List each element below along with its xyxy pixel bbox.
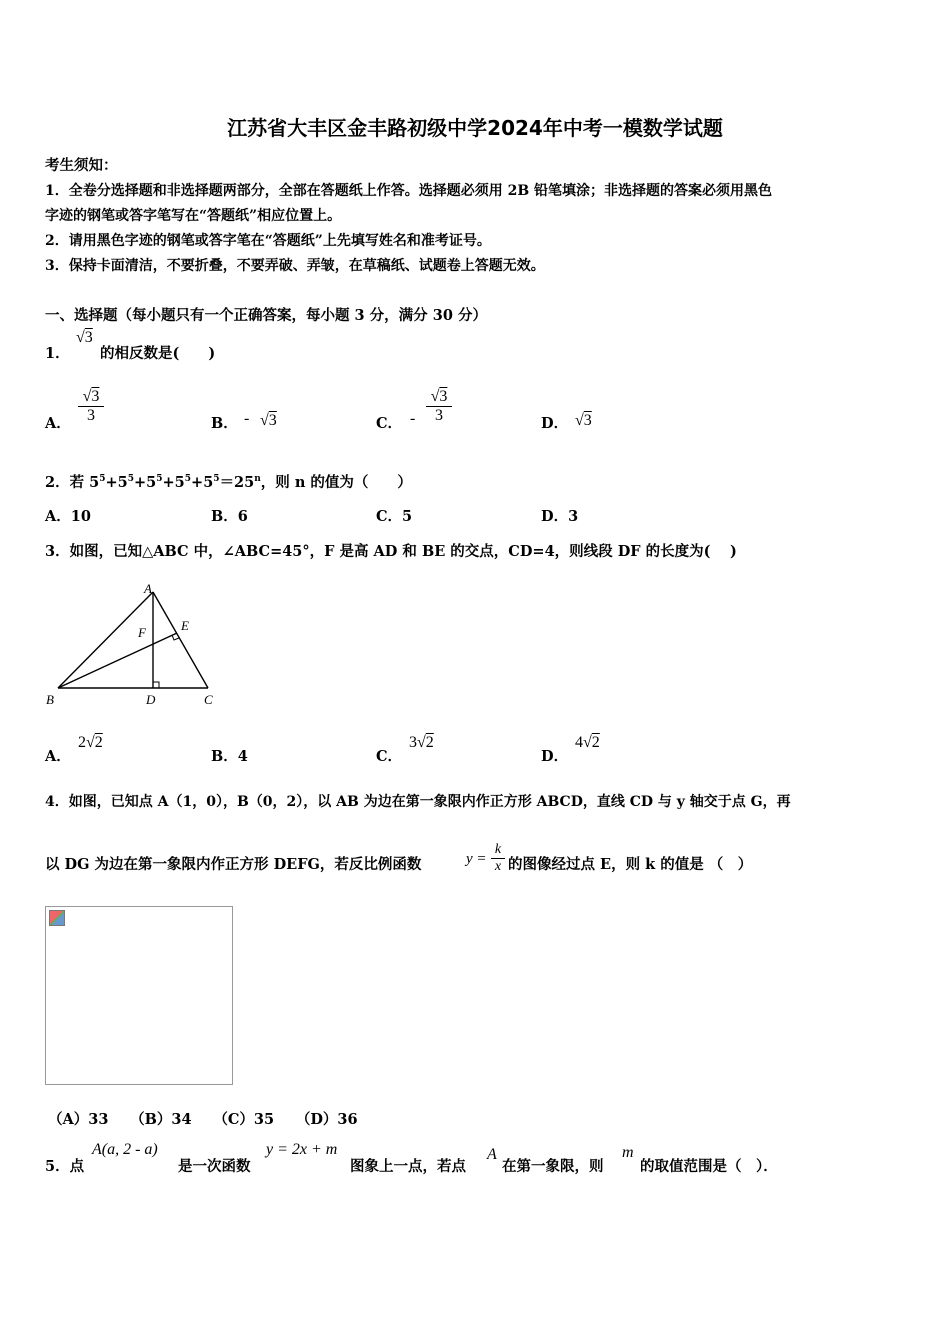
broken-image-icon (49, 910, 65, 926)
notice-line-1a: 1．全卷分选择题和非选择题两部分，全部在答题纸上作答。选择题必须用 2B 铅笔填涂；非选择题的答案必须用黑色 (45, 183, 773, 199)
q1-c-num: 3 (439, 388, 448, 405)
q5-text-4: 的取值范围是（ ）． (640, 1158, 778, 1175)
label-b: B (46, 692, 54, 707)
q2-option-b: B．6 (211, 508, 248, 525)
q4-y-eq: y = (466, 851, 487, 867)
q4-x: x (494, 859, 502, 874)
notice-line-2: 2．请用黑色字迹的钢笔或答字笔在“答题纸”上先填写姓名和准考证号。 (45, 233, 491, 249)
q4-line-2a: 以 DG 为边在第一象限内作正方形 DEFG，若反比例函数 (45, 856, 422, 873)
q1-b-minus: - (244, 410, 250, 427)
right-angle-d (153, 682, 159, 688)
q2-exp: 5 (99, 474, 106, 485)
section-heading: 一、选择题（每小题只有一个正确答案，每小题 3 分，满分 30 分） (45, 307, 487, 324)
q3-triangle-figure (40, 578, 230, 712)
q2-stem-pre: 2．若 5 (45, 474, 100, 491)
q2-stem-post: ，则 n 的值为（ ） (260, 474, 412, 491)
q4-k: k (494, 842, 502, 857)
notice-heading: 考生须知： (45, 157, 118, 174)
q2-eq: ＝25 (219, 474, 255, 491)
q3-option-a-label: A． (45, 748, 71, 765)
label-e: E (181, 618, 189, 633)
q1-b-sqrt: √3 (260, 412, 277, 429)
q3-d-radicand: 2 (591, 734, 600, 751)
q2-exp: 5 (156, 474, 163, 485)
q3-c-radicand: 2 (425, 734, 434, 751)
q2-option-c: C．5 (376, 508, 413, 525)
q1-a-num: 3 (91, 388, 100, 405)
q1-a-den: 3 (87, 407, 95, 424)
q2-plus: +5 (105, 474, 128, 491)
q1-option-a-label: A． (45, 415, 71, 432)
q3-c-coef: 3 (409, 734, 417, 751)
q2-plus: +5 (191, 474, 214, 491)
q3-option-c-value: 3√2 (409, 734, 434, 751)
q5-point-label: A (487, 1146, 497, 1163)
q1-d-sqrt: √3 (575, 412, 592, 429)
q1-option-c-fraction: √3 3 (426, 388, 452, 425)
q3-option-d-value: 4√2 (575, 734, 600, 751)
q3-d-coef: 4 (575, 734, 583, 751)
q3-stem: 3．如图，已知△ABC 中，∠ABC=45°，F 是高 AD 和 BE 的交点，CD=4，则线段 DF 的长度为( ) (45, 543, 737, 560)
q2-exp: 5 (184, 474, 192, 485)
q1-b-radicand: 3 (268, 412, 277, 429)
q4-line-1: 4．如图，已知点 A（1，0），B（0，2），以 AB 为边在第一象限内作正方形 ABCD，直线 CD 与 y 轴交于点 G，再 (45, 794, 791, 810)
label-a: A (144, 581, 152, 596)
q2-exp-n: n (254, 474, 261, 485)
page-title: 江苏省大丰区金丰路初级中学2024年中考一模数学试题 (227, 116, 723, 140)
q3-a-coef: 2 (78, 734, 86, 751)
q1-stem: 的相反数是( ) (100, 345, 216, 362)
q2-exp: 5 (213, 474, 220, 485)
q2-plus: +5 (162, 474, 185, 491)
q5-point-a: A(a, 2 - a) (92, 1141, 158, 1158)
q3-option-a-value: 2√2 (78, 734, 103, 751)
q3-option-b: B．4 (211, 748, 248, 765)
q5-text-3: 在第一象限，则 (502, 1158, 604, 1175)
q2-plus: +5 (134, 474, 157, 491)
q1-c-den: 3 (435, 407, 443, 424)
segment-ab (58, 592, 153, 688)
q1-option-c-label: C． (376, 415, 403, 432)
q3-option-d-label: D． (541, 748, 569, 765)
altitude-be (58, 633, 177, 688)
q4-figure-placeholder (45, 906, 233, 1085)
q1-radicand: 3 (84, 329, 93, 346)
q5-text-2: 图象上一点，若点 (350, 1158, 466, 1175)
q4-options: （A）33 （B）34 （C）35 （D）36 (48, 1111, 358, 1128)
label-f: F (138, 625, 146, 640)
q3-a-radicand: 2 (94, 734, 103, 751)
q4-fraction (491, 842, 505, 875)
q1-c-minus: - (410, 410, 416, 427)
q1-sqrt: √3 (76, 329, 93, 346)
label-c: C (204, 692, 213, 707)
q1-option-b-label: B． (211, 415, 238, 432)
q2-option-a: A．10 (45, 508, 91, 525)
q3-option-c-label: C． (376, 748, 403, 765)
q5-number: 5．点 (45, 1158, 85, 1175)
q2-stem (45, 471, 412, 492)
q1-number: 1． (45, 345, 70, 362)
q4-line-2b: 的图像经过点 E，则 k 的值是 （ ） (508, 856, 753, 873)
q1-option-d-label: D． (541, 415, 569, 432)
q5-function: y = 2x + m (266, 1141, 338, 1158)
q1-d-radicand: 3 (583, 412, 592, 429)
q5-m: m (622, 1144, 634, 1161)
q2-exp: 5 (127, 474, 135, 485)
label-d: D (146, 692, 156, 707)
notice-line-3: 3．保持卡面清洁，不要折叠，不要弄破、弄皱，在草稿纸、试题卷上答题无效。 (45, 258, 545, 274)
q1-option-a-fraction: √3 3 (78, 388, 104, 425)
notice-line-1b: 字迹的钢笔或答字笔写在“答题纸”相应位置上。 (45, 208, 342, 224)
q5-text-1: 是一次函数 (178, 1158, 251, 1175)
q2-option-d: D．3 (541, 508, 579, 525)
